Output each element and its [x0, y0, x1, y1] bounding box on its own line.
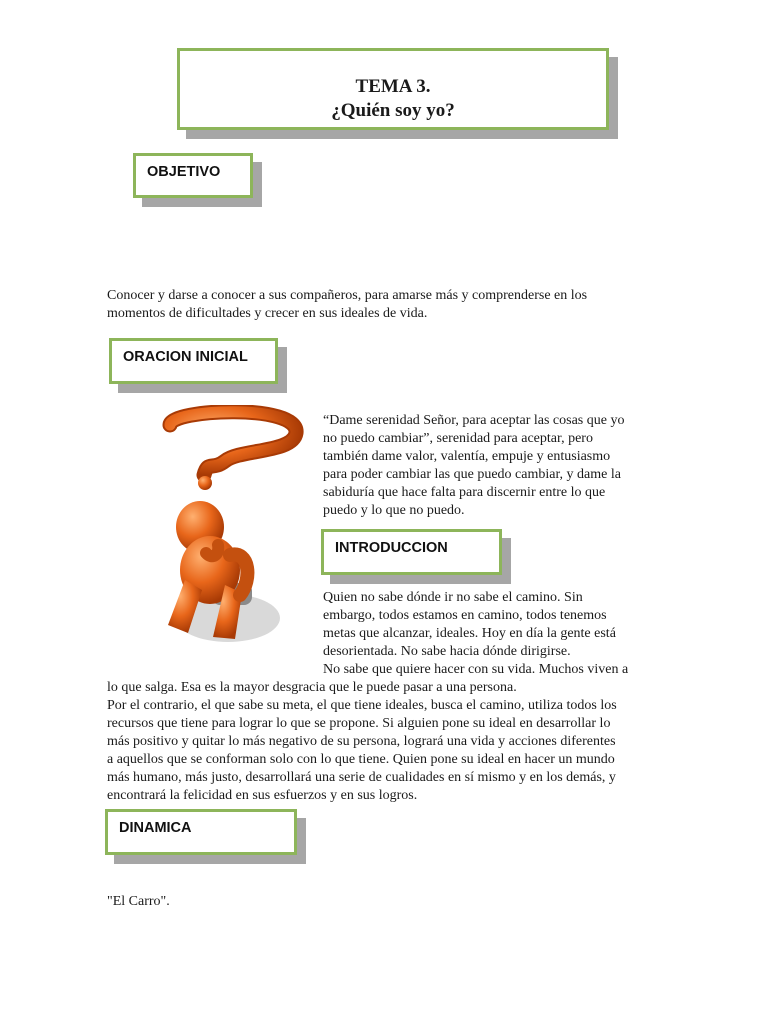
title-box: [177, 48, 609, 130]
text-line: recursos que tiene para lograr lo que se propone. Si alguien pone su ideal en desarrollar lo: [107, 716, 611, 731]
text-line: “Dame serenidad Señor, para aceptar las cosas que yo: [323, 413, 625, 428]
oracion-paragraph: [323, 412, 624, 520]
dinamica-heading-box: [105, 809, 297, 855]
text-line: embargo, todos estamos en camino, todos tenemos: [323, 608, 607, 623]
oracion-heading: ORACION INICIAL: [123, 349, 248, 365]
text-line: a aquellos que se conforman solo con lo que tiene. Quien pone su ideal en hacer un mundo: [107, 752, 615, 767]
introduccion-heading: INTRODUCCION: [335, 540, 448, 556]
text-line: más positivo y quitar lo más negativo de su persona, logrará una vida y acciones diferentes: [107, 734, 616, 749]
dinamica-heading: DINAMICA: [119, 820, 192, 836]
text-line: momentos de dificultades y crecer en sus ideales de vida.: [107, 306, 428, 321]
text-line: Por el contrario, el que sabe su meta, el que tiene ideales, busca el camino, utiliza todos los: [107, 698, 617, 713]
text-line: metas que alcanzar, ideales. Hoy en día la gente está: [323, 626, 616, 641]
text-line: no puedo cambiar”, serenidad para aceptar, pero: [323, 431, 593, 446]
objetivo-paragraph: [107, 287, 587, 323]
text-line: desorientada. No sabe hacia dónde dirigirse.: [323, 644, 571, 659]
objetivo-heading: OBJETIVO: [147, 164, 221, 180]
introduccion-paragraph-wide: [107, 679, 617, 805]
text-line: lo que salga. Esa es la mayor desgracia que le puede pasar a una persona.: [107, 680, 517, 695]
thinking-person-question-mark-illustration: [150, 405, 305, 650]
dinamica-paragraph: [107, 893, 170, 911]
text-line: "El Carro".: [107, 894, 170, 909]
introduccion-paragraph-narrow: [323, 589, 628, 679]
text-line: Quien no sabe dónde ir no sabe el camino. Sin: [323, 590, 583, 605]
text-line: encontrará la felicidad en sus esfuerzos y en sus logros.: [107, 788, 418, 803]
text-line: más humano, más justo, desarrollará una serie de cualidades en sí mismo y en los demás, y: [107, 770, 616, 785]
text-line: No sabe que quiere hacer con su vida. Muchos viven a: [323, 662, 629, 677]
text-line: puedo y lo que no puedo.: [323, 503, 465, 518]
text-line: también dame valor, valentía, empuje y entusiasmo: [323, 449, 611, 464]
oracion-heading-box: [109, 338, 278, 384]
text-line: Conocer y darse a conocer a sus compañeros, para amarse más y comprenderse en los: [107, 288, 588, 303]
text-line: para poder cambiar las que puedo cambiar, y dame la: [323, 467, 621, 482]
text-line: sabiduría que hace falta para discernir entre lo que: [323, 485, 606, 500]
objetivo-heading-box: [133, 153, 253, 198]
introduccion-heading-box: [321, 529, 502, 575]
title-line-2: ¿Quién soy yo?: [331, 100, 455, 121]
title-line-1: TEMA 3.: [355, 76, 431, 97]
